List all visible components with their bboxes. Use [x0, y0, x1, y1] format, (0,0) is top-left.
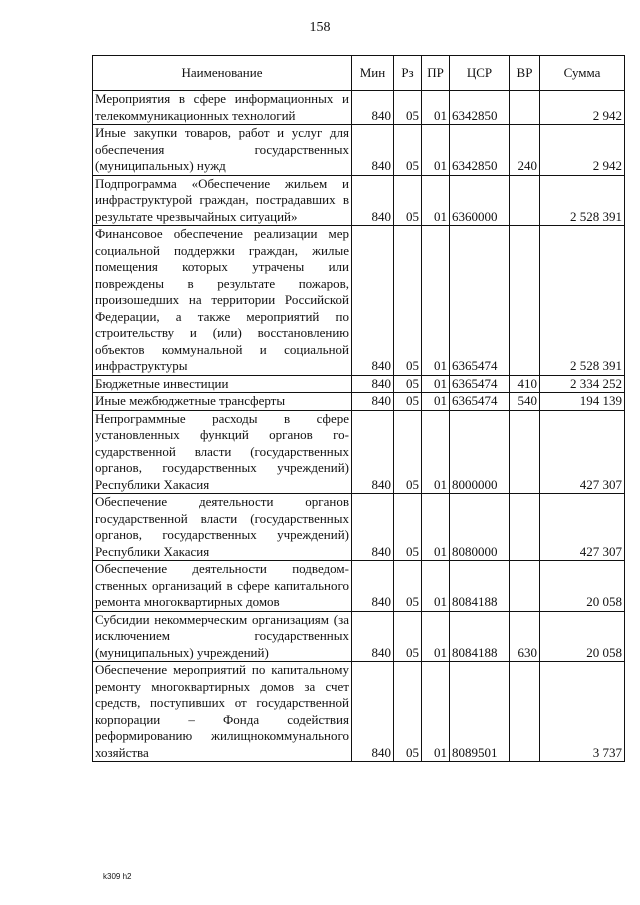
row-sum: 194 139	[540, 393, 625, 411]
row-sum: 2 528 391	[540, 226, 625, 376]
row-csr: 6365474	[450, 226, 510, 376]
row-name: Иные межбюджетные трансферты	[93, 393, 352, 411]
row-min: 840	[352, 226, 394, 376]
row-name: Финансовое обеспечение реализации мер социальной поддержки граждан, жилые помещения которых утрачены или повреждены в результате пожаров, произошедших на территории Российской Федерации, а также мероприятий по строительству и (или) восстановлению объектов коммунальной и социальной инфраструктуры	[93, 226, 352, 376]
row-pr: 01	[422, 375, 450, 393]
row-vr	[510, 662, 540, 762]
row-pr: 01	[422, 91, 450, 125]
row-sum: 20 058	[540, 561, 625, 612]
row-csr: 8084188	[450, 561, 510, 612]
row-sum: 2 942	[540, 125, 625, 176]
row-sum: 427 307	[540, 410, 625, 494]
table-header-row	[93, 56, 625, 91]
row-csr: 6365474	[450, 375, 510, 393]
row-pr: 01	[422, 611, 450, 662]
header-name: Наименование	[93, 56, 352, 91]
row-vr	[510, 494, 540, 561]
table-row	[93, 393, 625, 411]
row-csr: 6342850	[450, 91, 510, 125]
row-rz: 05	[394, 561, 422, 612]
header-vr: ВР	[510, 56, 540, 91]
row-pr: 01	[422, 662, 450, 762]
header-csr: ЦСР	[450, 56, 510, 91]
row-rz: 05	[394, 393, 422, 411]
row-name: Обеспечение деятельности подведомственных организаций в сфере капитального ремонта многоквартирных домов	[93, 561, 352, 612]
row-sum: 2 942	[540, 91, 625, 125]
row-name: Непрограммные расходы в сфере установленных функций органов государственной власти (государственных органов, государственных учреждений) Республики Хакасия	[93, 410, 352, 494]
row-min: 840	[352, 125, 394, 176]
header-sum: Сумма	[540, 56, 625, 91]
row-pr: 01	[422, 494, 450, 561]
row-csr: 8089501	[450, 662, 510, 762]
row-name: Субсидии некоммерческим организациям (за исключением государственных (муниципальных) учреждений)	[93, 611, 352, 662]
row-vr	[510, 91, 540, 125]
table-row	[93, 375, 625, 393]
row-vr	[510, 175, 540, 226]
row-csr: 6365474	[450, 393, 510, 411]
row-name: Обеспечение мероприятий по капитальному ремонту многоквартирных домов за счет средств, поступивших от государственной корпорации – Фонда содействия реформированию жилищнокоммунального хозяйства	[93, 662, 352, 762]
table-row	[93, 125, 625, 176]
row-min: 840	[352, 91, 394, 125]
row-csr: 6342850	[450, 125, 510, 176]
row-min: 840	[352, 393, 394, 411]
row-vr	[510, 410, 540, 494]
row-min: 840	[352, 662, 394, 762]
row-min: 840	[352, 375, 394, 393]
row-sum: 2 528 391	[540, 175, 625, 226]
table-row	[93, 561, 625, 612]
row-csr: 8080000	[450, 494, 510, 561]
table-row	[93, 175, 625, 226]
row-vr	[510, 561, 540, 612]
table-row	[93, 226, 625, 376]
table-row	[93, 611, 625, 662]
table-row	[93, 662, 625, 762]
row-name: Иные закупки товаров, работ и услуг для обеспечения государственных (муниципальных) нужд	[93, 125, 352, 176]
row-vr: 630	[510, 611, 540, 662]
row-vr: 410	[510, 375, 540, 393]
row-rz: 05	[394, 175, 422, 226]
row-sum: 20 058	[540, 611, 625, 662]
row-rz: 05	[394, 662, 422, 762]
row-name: Подпрограмма «Обеспечение жильем и инфраструктурой граждан, пострадавших в результате чрезвычайных ситуаций»	[93, 175, 352, 226]
row-csr: 8000000	[450, 410, 510, 494]
row-min: 840	[352, 611, 394, 662]
row-csr: 8084188	[450, 611, 510, 662]
row-rz: 05	[394, 226, 422, 376]
header-pr: ПР	[422, 56, 450, 91]
table-row	[93, 494, 625, 561]
row-pr: 01	[422, 410, 450, 494]
row-vr	[510, 226, 540, 376]
row-name: Мероприятия в сфере информационных и телекоммуникационных технологий	[93, 91, 352, 125]
row-rz: 05	[394, 125, 422, 176]
row-pr: 01	[422, 226, 450, 376]
row-rz: 05	[394, 375, 422, 393]
row-sum: 427 307	[540, 494, 625, 561]
row-sum: 3 737	[540, 662, 625, 762]
row-vr: 240	[510, 125, 540, 176]
budget-table	[92, 55, 625, 762]
row-pr: 01	[422, 175, 450, 226]
row-name: Обеспечение деятельности органов государственной власти (государственных органов, государственных учреждений) Республики Хакасия	[93, 494, 352, 561]
row-min: 840	[352, 175, 394, 226]
row-name: Бюджетные инвестиции	[93, 375, 352, 393]
row-min: 840	[352, 494, 394, 561]
row-csr: 6360000	[450, 175, 510, 226]
page-number: 158	[309, 20, 331, 35]
table-row	[93, 410, 625, 494]
row-pr: 01	[422, 393, 450, 411]
row-rz: 05	[394, 410, 422, 494]
row-vr: 540	[510, 393, 540, 411]
row-sum: 2 334 252	[540, 375, 625, 393]
row-min: 840	[352, 410, 394, 494]
row-pr: 01	[422, 125, 450, 176]
row-pr: 01	[422, 561, 450, 612]
row-min: 840	[352, 561, 394, 612]
row-rz: 05	[394, 611, 422, 662]
header-rz: Рз	[394, 56, 422, 91]
footer-code: k309 h2	[103, 872, 132, 881]
header-min: Мин	[352, 56, 394, 91]
table-row	[93, 91, 625, 125]
row-rz: 05	[394, 91, 422, 125]
row-rz: 05	[394, 494, 422, 561]
